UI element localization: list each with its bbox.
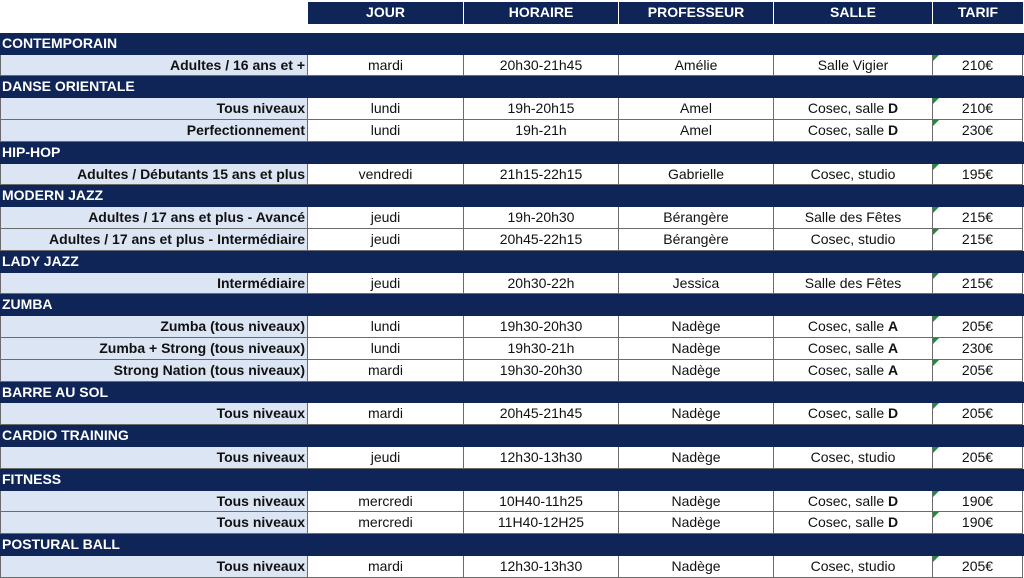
header-row <box>0 2 1024 24</box>
jour-cell: mardi <box>307 556 463 578</box>
section-row <box>0 382 1024 404</box>
horaire-cell: 20h30-22h <box>463 273 618 295</box>
table-row <box>0 447 1024 469</box>
section-row <box>0 33 1024 55</box>
course-label: Tous niveaux <box>0 491 307 513</box>
salle-cell <box>773 338 932 360</box>
section-title: CARDIO TRAINING <box>2 427 129 444</box>
jour-cell: lundi <box>307 316 463 338</box>
section-title: FITNESS <box>2 470 62 487</box>
tarif-cell: 190€ <box>932 491 1023 513</box>
header-blank-cell <box>0 2 307 24</box>
professeur-cell: Nadège <box>618 360 773 382</box>
jour-cell: vendredi <box>307 164 463 186</box>
salle-letter: D <box>888 405 899 422</box>
salle-name: Cosec, studio <box>810 165 896 182</box>
professeur-cell: Bérangère <box>618 229 773 251</box>
course-label: Tous niveaux <box>0 556 307 578</box>
horaire-cell: 11H40-12H25 <box>463 512 618 534</box>
horaire-cell: 19h-21h <box>463 120 618 142</box>
tarif-cell: 205€ <box>932 447 1023 469</box>
horaire-cell: 21h15-22h15 <box>463 164 618 186</box>
tarif-cell: 215€ <box>932 207 1023 229</box>
professeur-cell: Amel <box>618 120 773 142</box>
salle-name: Cosec, salle <box>807 100 889 117</box>
horaire-cell: 12h30-13h30 <box>463 556 618 578</box>
professeur-cell: Bérangère <box>618 207 773 229</box>
tarif-cell: 205€ <box>932 403 1023 425</box>
section-row <box>0 185 1024 207</box>
section-title: BARRE AU SOL <box>2 383 109 400</box>
tarif-cell: 215€ <box>932 273 1023 295</box>
table-row <box>0 360 1024 382</box>
table-row <box>0 491 1024 513</box>
salle-letter: D <box>888 122 899 138</box>
salle-letter: A <box>888 340 899 356</box>
salle-name: Cosec, salle <box>807 340 889 356</box>
tarif-cell: 205€ <box>932 556 1023 578</box>
tarif-cell: 230€ <box>932 120 1023 142</box>
course-label: Tous niveaux <box>0 98 307 120</box>
professeur-cell: Nadège <box>618 556 773 578</box>
section-row <box>0 534 1024 556</box>
jour-cell: mercredi <box>307 512 463 534</box>
salle-name: Cosec, salle <box>807 492 889 509</box>
table-row <box>0 229 1024 251</box>
salle-cell <box>773 316 932 338</box>
section-title: LADY JAZZ <box>2 252 79 269</box>
course-label: Strong Nation (tous niveaux) <box>0 360 307 382</box>
horaire-cell: 19h-20h15 <box>463 98 618 120</box>
jour-cell: mardi <box>307 55 463 77</box>
jour-cell: jeudi <box>307 207 463 229</box>
salle-cell <box>773 273 932 295</box>
course-label: Zumba + Strong (tous niveaux) <box>0 338 307 360</box>
section-title: ZUMBA <box>2 296 53 313</box>
salle-cell <box>773 403 932 425</box>
course-label: Zumba (tous niveaux) <box>0 316 307 338</box>
jour-cell: jeudi <box>307 447 463 469</box>
professeur-cell: Nadège <box>618 316 773 338</box>
table-row <box>0 120 1024 142</box>
jour-cell: lundi <box>307 338 463 360</box>
horaire-cell: 20h30-21h45 <box>463 55 618 77</box>
horaire-cell: 12h30-13h30 <box>463 447 618 469</box>
salle-cell <box>773 120 932 142</box>
salle-letter: D <box>888 100 899 117</box>
section-row <box>0 251 1024 273</box>
salle-letter: D <box>888 492 899 509</box>
course-label: Adultes / 17 ans et plus - Avancé <box>0 207 307 229</box>
section-title: HIP-HOP <box>2 143 61 160</box>
course-label: Tous niveaux <box>0 512 307 534</box>
course-label: Tous niveaux <box>0 403 307 425</box>
professeur-cell: Jessica <box>618 273 773 295</box>
horaire-cell: 20h45-22h15 <box>463 229 618 251</box>
table-row <box>0 164 1024 186</box>
professeur-cell: Nadège <box>618 447 773 469</box>
section-row <box>0 469 1024 491</box>
salle-cell <box>773 55 932 77</box>
salle-cell <box>773 229 932 251</box>
professeur-cell: Nadège <box>618 338 773 360</box>
jour-cell: jeudi <box>307 229 463 251</box>
professeur-cell: Nadège <box>618 512 773 534</box>
salle-cell <box>773 512 932 534</box>
table-row <box>0 316 1024 338</box>
salle-name: Cosec, salle <box>807 361 889 378</box>
salle-cell <box>773 164 932 186</box>
header-horaire: HORAIRE <box>463 2 618 24</box>
jour-cell: mardi <box>307 403 463 425</box>
horaire-cell: 19h30-20h30 <box>463 360 618 382</box>
course-label: Tous niveaux <box>0 447 307 469</box>
jour-cell: jeudi <box>307 273 463 295</box>
jour-cell: mardi <box>307 360 463 382</box>
professeur-cell: Amel <box>618 98 773 120</box>
section-title: MODERN JAZZ <box>2 187 104 204</box>
header-professeur: PROFESSEUR <box>618 2 773 24</box>
header-salle: SALLE <box>773 2 932 24</box>
table-row <box>0 338 1024 360</box>
course-label: Adultes / 16 ans et + <box>0 55 307 77</box>
salle-cell <box>773 447 932 469</box>
section-row <box>0 294 1024 316</box>
tarif-cell: 190€ <box>932 512 1023 534</box>
jour-cell: mercredi <box>307 491 463 513</box>
table-row <box>0 403 1024 425</box>
salle-name: Cosec, studio <box>810 231 896 247</box>
horaire-cell: 19h-20h30 <box>463 207 618 229</box>
salle-cell <box>773 360 932 382</box>
table-row <box>0 512 1024 534</box>
table-row <box>0 273 1024 295</box>
header-jour: JOUR <box>307 2 463 24</box>
section-title: POSTURAL BALL <box>2 536 120 553</box>
tarif-cell: 210€ <box>932 55 1023 77</box>
salle-name: Cosec, salle <box>807 318 889 335</box>
section-row <box>0 425 1024 447</box>
tarif-cell: 195€ <box>932 164 1023 186</box>
salle-name: Salle des Fêtes <box>804 209 902 226</box>
section-title: CONTEMPORAIN <box>2 34 118 51</box>
professeur-cell: Gabrielle <box>618 164 773 186</box>
tarif-cell: 230€ <box>932 338 1023 360</box>
tarif-cell: 215€ <box>932 229 1023 251</box>
salle-name: Cosec, studio <box>810 449 896 465</box>
section-row <box>0 76 1024 98</box>
horaire-cell: 19h30-21h <box>463 338 618 360</box>
jour-cell: lundi <box>307 98 463 120</box>
salle-cell <box>773 98 932 120</box>
salle-name: Cosec, salle <box>807 405 889 422</box>
salle-cell <box>773 491 932 513</box>
tarif-cell: 205€ <box>932 316 1023 338</box>
section-title: DANSE ORIENTALE <box>2 78 135 95</box>
professeur-cell: Nadège <box>618 491 773 513</box>
salle-letter: D <box>888 514 899 531</box>
salle-name: Cosec, salle <box>807 122 889 138</box>
salle-cell <box>773 207 932 229</box>
professeur-cell: Nadège <box>618 403 773 425</box>
table-row <box>0 207 1024 229</box>
horaire-cell: 19h30-20h30 <box>463 316 618 338</box>
salle-name: Salle Vigier <box>817 56 889 73</box>
salle-name: Cosec, studio <box>810 558 896 574</box>
table-row <box>0 98 1024 120</box>
tarif-cell: 205€ <box>932 360 1023 382</box>
table-row <box>0 556 1024 578</box>
salle-name: Salle des Fêtes <box>804 274 902 291</box>
horaire-cell: 20h45-21h45 <box>463 403 618 425</box>
course-label: Intermédiaire <box>0 273 307 295</box>
course-label: Perfectionnement <box>0 120 307 142</box>
professeur-cell: Amélie <box>618 55 773 77</box>
salle-letter: A <box>888 361 899 378</box>
tarif-cell: 210€ <box>932 98 1023 120</box>
salle-name: Cosec, salle <box>807 514 889 531</box>
table-row <box>0 55 1024 77</box>
jour-cell: lundi <box>307 120 463 142</box>
salle-letter: A <box>888 318 899 335</box>
course-label: Adultes / Débutants 15 ans et plus <box>0 164 307 186</box>
course-label: Adultes / 17 ans et plus - Intermédiaire <box>0 229 307 251</box>
salle-cell <box>773 556 932 578</box>
horaire-cell: 10H40-11h25 <box>463 491 618 513</box>
header-tarif: TARIF <box>932 2 1023 24</box>
section-row <box>0 142 1024 164</box>
